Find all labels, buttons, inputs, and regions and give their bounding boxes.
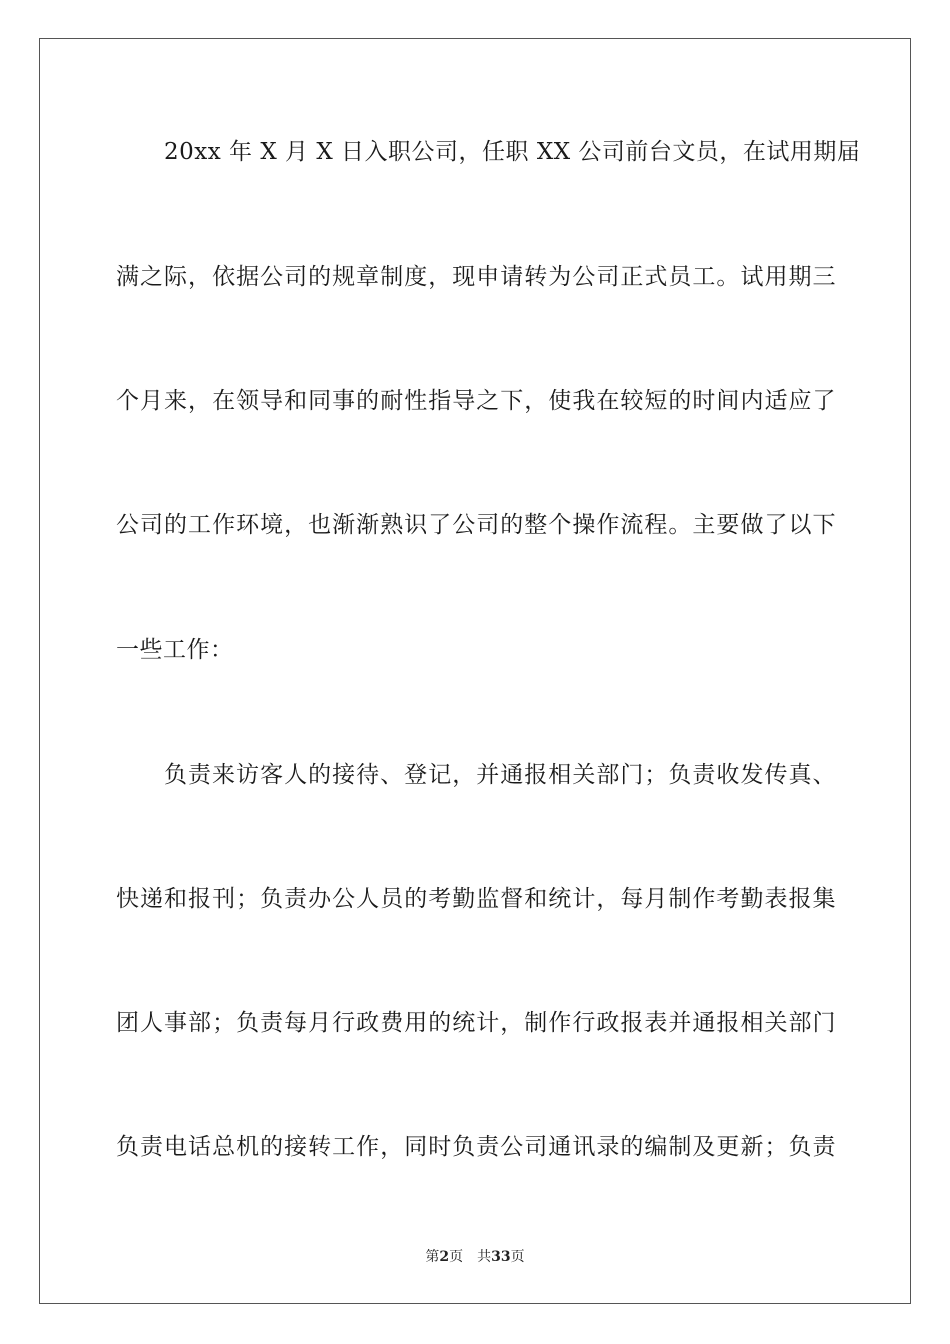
paragraph-1-line-1: 20xx 年 X 月 X 日入职公司，任职 XX 公司前台文员，在试用期届 bbox=[164, 139, 861, 165]
page-suffix: 页 bbox=[449, 1249, 464, 1265]
page-border bbox=[39, 38, 911, 1304]
total-pages: 33 bbox=[491, 1249, 511, 1265]
paragraph-2-line-2: 快递和报刊；负责办公人员的考勤监督和统计，每月制作考勤表报集 bbox=[116, 886, 836, 912]
paragraph-2-line-3: 团人事部；负责每月行政费用的统计，制作行政报表并通报相关部门 bbox=[116, 1010, 836, 1036]
paragraph-1-line-4: 公司的工作环境，也渐渐熟识了公司的整个操作流程。主要做了以下 bbox=[116, 512, 836, 538]
paragraph-1-line-5: 一些工作： bbox=[116, 637, 234, 663]
page-number: 2 bbox=[439, 1249, 450, 1265]
total-prefix: 共 bbox=[477, 1249, 492, 1265]
paragraph-2-line-1: 负责来访客人的接待、登记，并通报相关部门；负责收发传真、 bbox=[164, 762, 836, 788]
page-footer bbox=[0, 1247, 950, 1267]
page-prefix: 第 bbox=[425, 1249, 440, 1265]
total-suffix: 页 bbox=[510, 1249, 525, 1265]
paragraph-1-line-3: 个月来，在领导和同事的耐性指导之下，使我在较短的时间内适应了 bbox=[116, 388, 836, 414]
paragraph-2-line-4: 负责电话总机的接转工作，同时负责公司通讯录的编制及更新；负责 bbox=[116, 1134, 836, 1160]
paragraph-1-line-2: 满之际，依据公司的规章制度，现申请转为公司正式员工。试用期三 bbox=[116, 264, 836, 290]
